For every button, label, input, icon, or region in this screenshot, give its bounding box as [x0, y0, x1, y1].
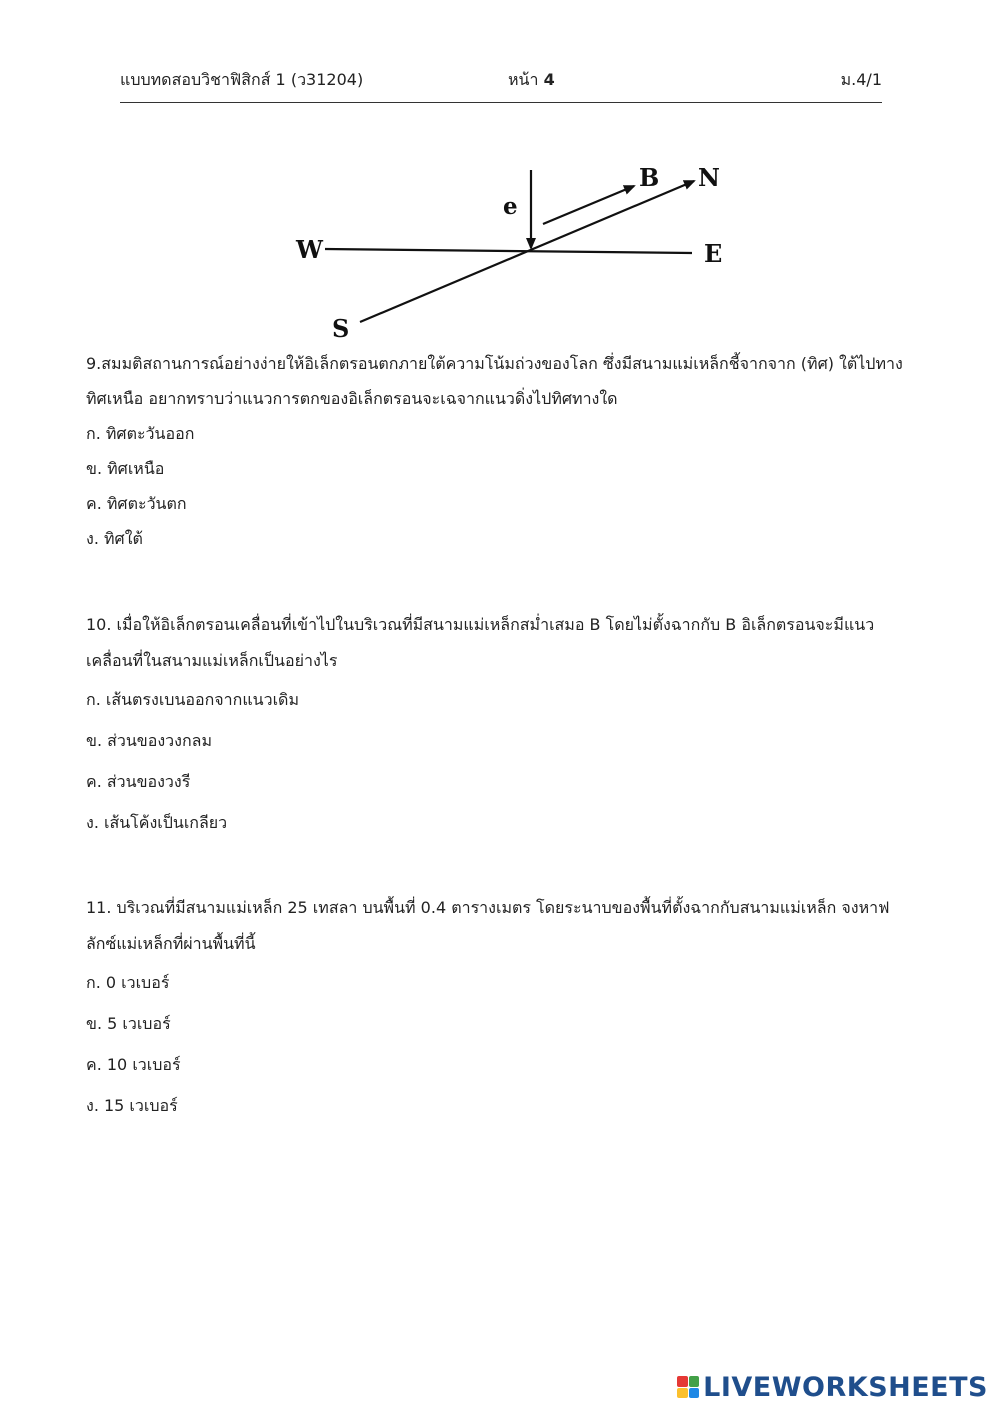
magnetic-field-diagram [270, 140, 750, 355]
page-header [120, 66, 882, 103]
question-stem: 11. บริเวณที่มีสนามแม่เหล็ก 25 เทสลา บนพื้นที่ 0.4 ตารางเมตร โดยระนาบของพื้นที่ตั้งฉากกับสนามแม่เหล็ก จงหาฟ [86, 898, 890, 917]
logo-square-green [689, 1376, 700, 1387]
label-electron: e [503, 193, 518, 220]
answer-option[interactable]: ค. 10 เวเบอร์ [86, 1055, 181, 1074]
answer-option[interactable]: ข. 5 เวเบอร์ [86, 1014, 171, 1033]
question-9 [86, 346, 916, 556]
question-11 [86, 890, 916, 1126]
question-10 [86, 607, 916, 843]
answer-option[interactable]: ข. ทิศเหนือ [86, 459, 165, 478]
question-stem: เคลื่อนที่ในสนามแม่เหล็กเป็นอย่างไร [86, 651, 338, 670]
answer-option[interactable]: ง. ทิศใต้ [86, 529, 143, 548]
answer-option[interactable]: ค. ทิศตะวันตก [86, 494, 187, 513]
answer-option[interactable]: ก. เส้นตรงเบนออกจากแนวเดิม [86, 690, 299, 709]
answer-option[interactable]: ค. ส่วนของวงรี [86, 772, 191, 791]
label-west: W [296, 235, 323, 264]
question-stem: ทิศเหนือ อยากทราบว่าแนวการตกของอิเล็กตรอนจะเฉจากแนวดิ่งไปทิศทางใด [86, 389, 618, 408]
logo-square-blue [689, 1388, 700, 1399]
answer-option[interactable]: ง. เส้นโค้งเป็นเกลียว [86, 813, 228, 832]
question-stem: 9.สมมติสถานการณ์อย่างง่ายให้อิเล็กตรอนตกภายใต้ความโน้มถ่วงของโลก ซึ่งมีสนามแม่เหล็กชี้จากจาก (ทิศ) ใต้ไปทาง [86, 354, 903, 373]
exam-title: แบบทดสอบวิชาฟิสิกส์ 1 (ว31204) [120, 70, 364, 89]
label-field-b: B [639, 163, 660, 192]
label-east: E [704, 239, 723, 268]
answer-option[interactable]: ข. ส่วนของวงกลม [86, 731, 212, 750]
label-south: S [332, 314, 350, 343]
liveworksheets-brand[interactable] [677, 1372, 988, 1402]
label-north: N [698, 163, 720, 192]
page-indicator [508, 68, 555, 93]
west-east-line [325, 249, 692, 253]
class-label: ม.4/1 [840, 70, 882, 89]
page-number: 4 [543, 70, 555, 89]
logo-square-yellow [677, 1388, 688, 1399]
question-stem: 10. เมื่อให้อิเล็กตรอนเคลื่อนที่เข้าไปในบริเวณที่มีสนามแม่เหล็กสม่ำเสมอ B โดยไม่ตั้งฉากกับ B อิเล็กตรอนจะมีแนว [86, 615, 875, 634]
page-label: หน้า [508, 70, 539, 89]
brand-text: LIVEWORKSHEETS [703, 1371, 988, 1403]
question-stem: ลักซ์แม่เหล็กที่ผ่านพื้นที่นี้ [86, 934, 256, 953]
answer-option[interactable]: ง. 15 เวเบอร์ [86, 1096, 178, 1115]
answer-option[interactable]: ก. ทิศตะวันออก [86, 424, 195, 443]
field-b-arrow [543, 186, 634, 224]
logo-square-red [677, 1376, 688, 1387]
liveworksheets-logo-icon [677, 1376, 699, 1398]
answer-option[interactable]: ก. 0 เวเบอร์ [86, 973, 170, 992]
